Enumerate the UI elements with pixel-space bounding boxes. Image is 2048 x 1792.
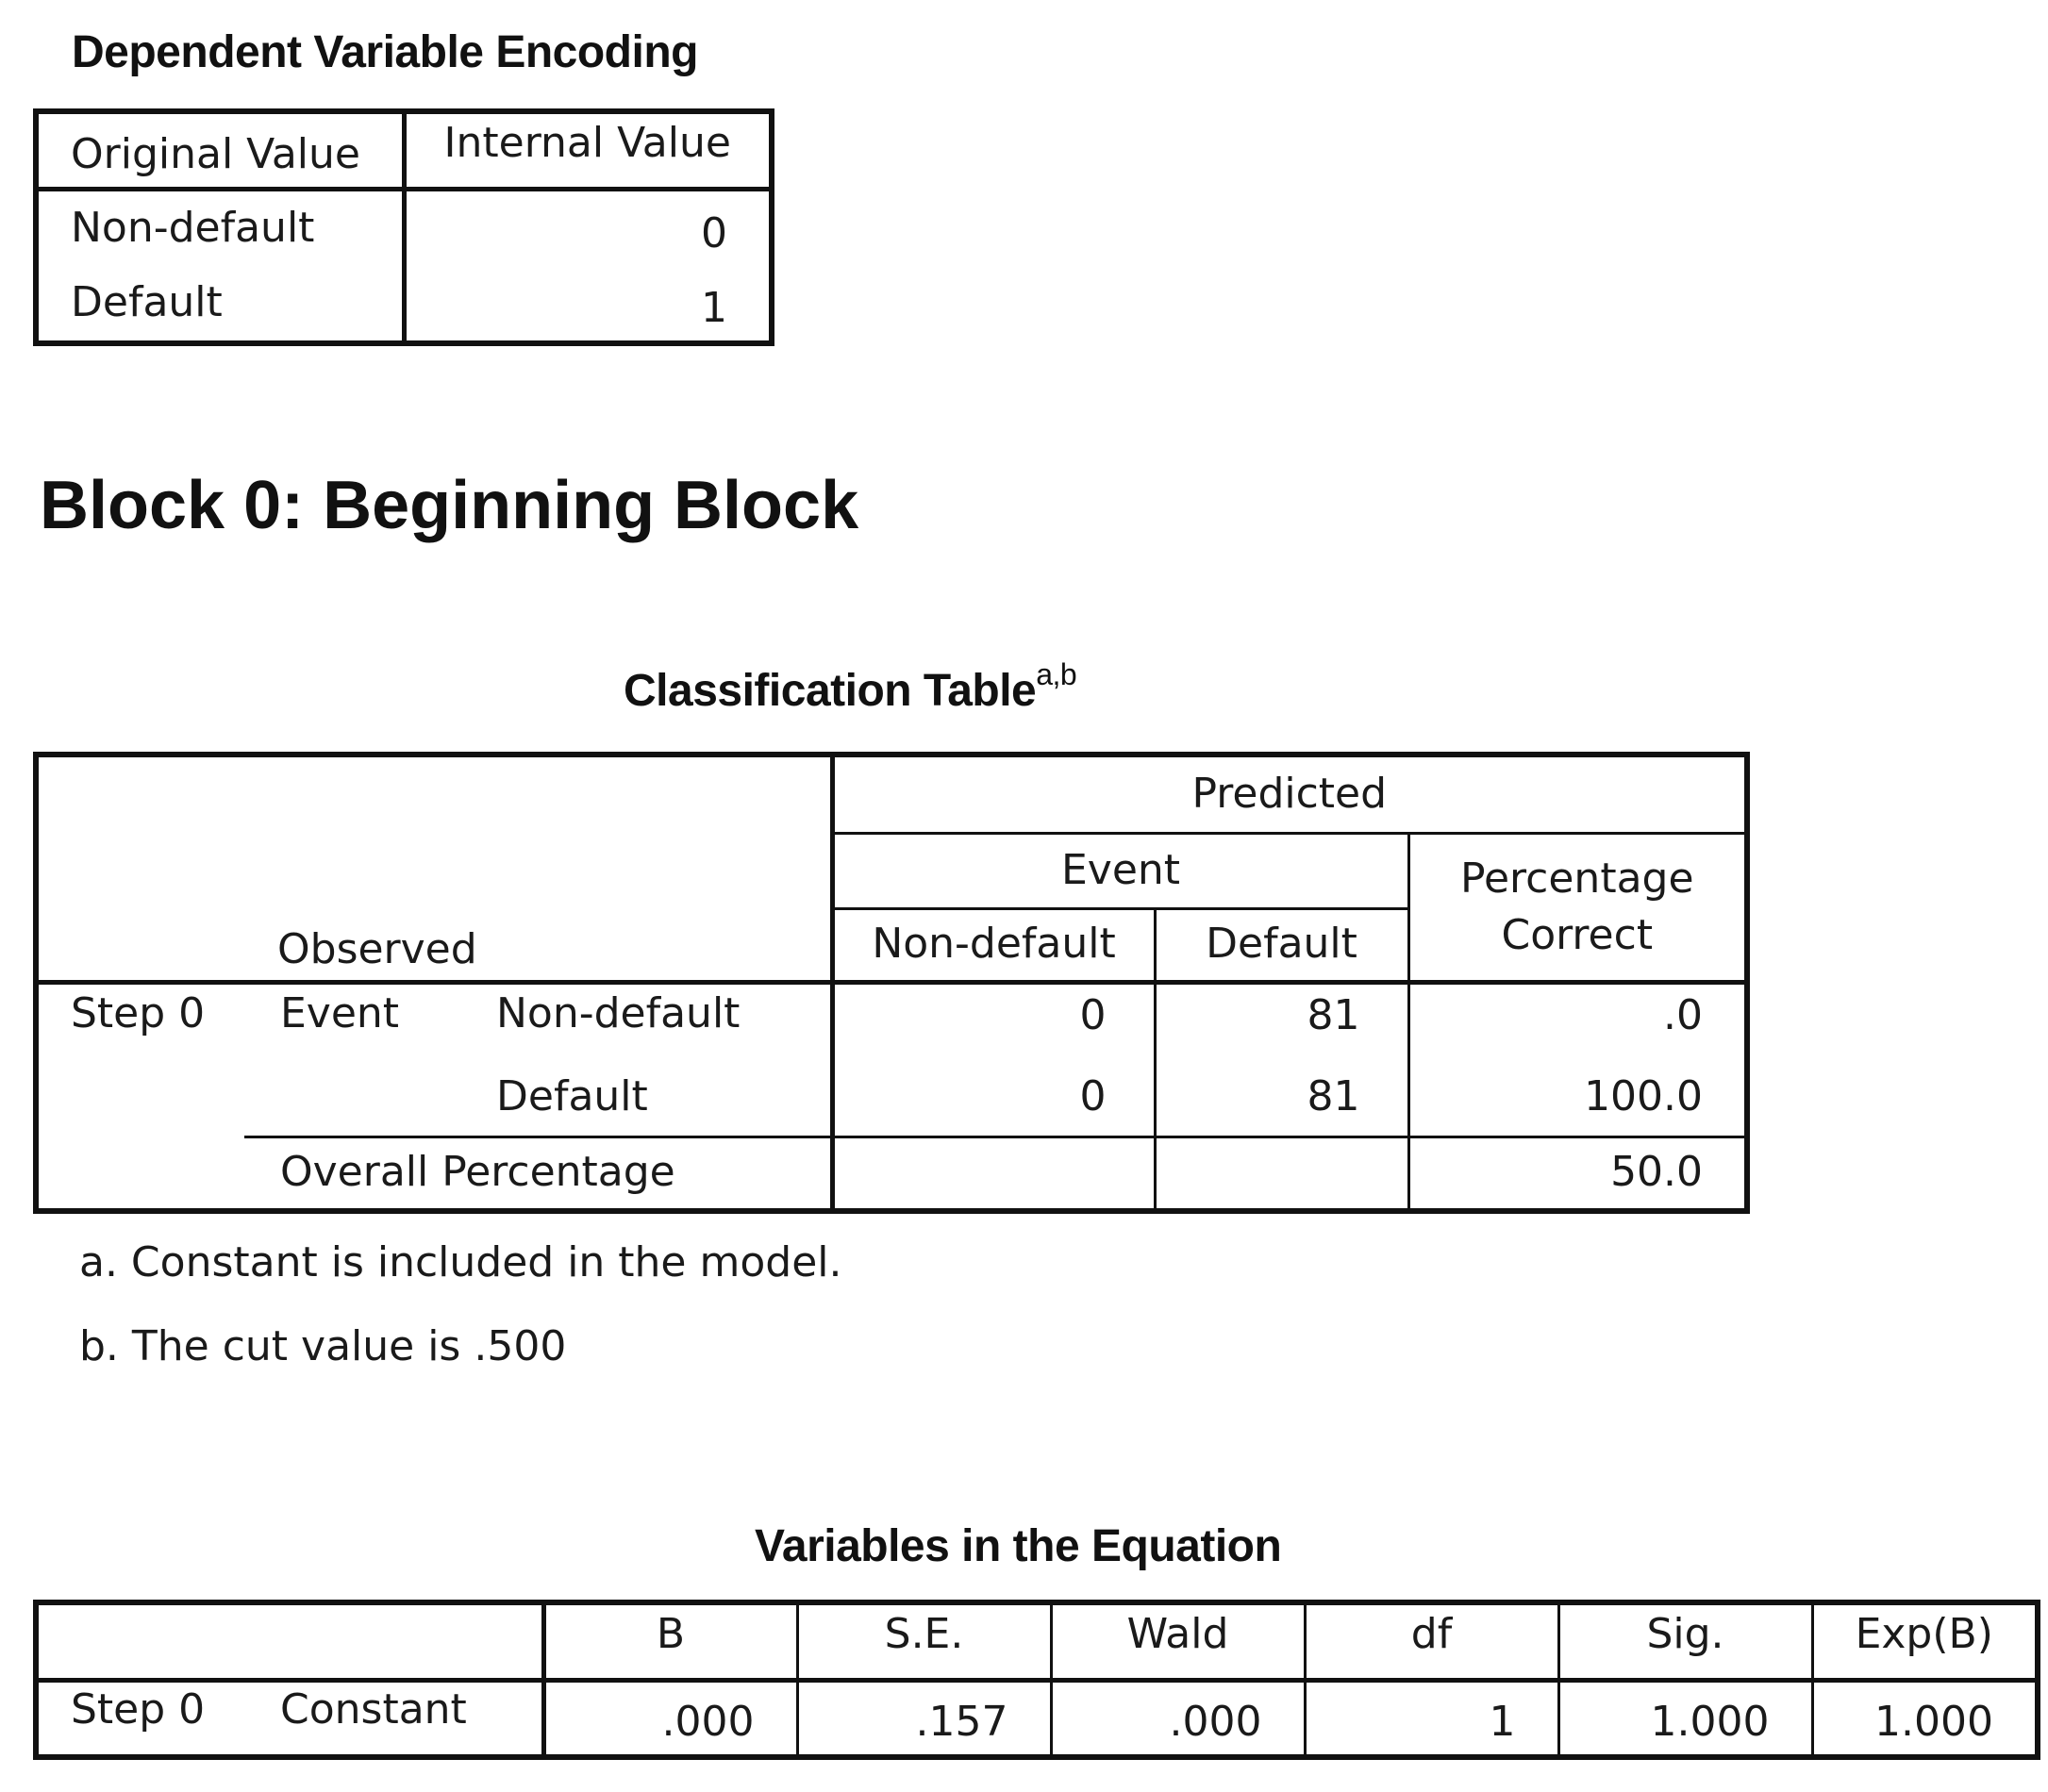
cell-nondefault: 0 [832, 982, 1155, 1059]
classification-table-title [624, 657, 1077, 717]
col-header-df: df [1305, 1602, 1558, 1680]
classification-title-text: Classification Table [624, 666, 1037, 716]
col-header-sig: Sig. [1558, 1602, 1812, 1680]
observed-header [36, 755, 832, 982]
overall-percentage-label: Overall Percentage [244, 1137, 832, 1211]
pred-col-nondefault: Non-default [832, 908, 1155, 982]
encoding-row-value: 0 [404, 189, 772, 266]
col-header-expb: Exp(B) [1812, 1602, 2038, 1680]
empty-cell [244, 1059, 483, 1137]
empty-cell [36, 1059, 244, 1137]
correct-label: Correct [1501, 910, 1654, 959]
cell-default: 81 [1155, 982, 1408, 1059]
variables-row-label: Constant [244, 1680, 543, 1757]
classification-table [33, 752, 1750, 1214]
variables-table [33, 1600, 2040, 1760]
col-header-b: B [543, 1602, 797, 1680]
pred-col-default: Default [1155, 908, 1408, 982]
value-sig: 1.000 [1558, 1680, 1812, 1757]
dependent-encoding-table [33, 108, 774, 346]
header-original-value: Original Value [71, 129, 360, 178]
percentage-correct-header [1408, 833, 1747, 982]
cell-nondefault: 0 [832, 1059, 1155, 1137]
empty-cell [1155, 1137, 1408, 1211]
variables-step-label: Step 0 [36, 1680, 244, 1757]
encoding-row-label: Default [71, 278, 223, 327]
empty-cell [832, 1137, 1155, 1211]
footnote-b: b. The cut value is .500 [79, 1322, 567, 1370]
col-header-wald: Wald [1051, 1602, 1305, 1680]
cell-percentage: 100.0 [1408, 1059, 1747, 1137]
encoding-row-value: 1 [404, 266, 772, 343]
encoding-row-label: Non-default [36, 189, 404, 266]
observed-label: Observed [277, 924, 477, 973]
empty-cell [36, 1137, 244, 1211]
cell-default: 81 [1155, 1059, 1408, 1137]
event-header: Event [832, 833, 1408, 908]
overall-percentage-value: 50.0 [1408, 1137, 1747, 1211]
event-row-label: Event [244, 982, 483, 1059]
observed-row-label: Default [496, 1071, 648, 1120]
footnote-a: a. Constant is included in the model. [79, 1238, 842, 1286]
block-title: Block 0: Beginning Block [40, 468, 859, 543]
value-df: 1 [1305, 1680, 1558, 1757]
value-wald: .000 [1051, 1680, 1305, 1757]
percentage-label: Percentage [1460, 855, 1694, 904]
empty-header-cell [36, 1602, 543, 1680]
classification-title-footnote-marker: a,b [1036, 657, 1077, 691]
value-expb: 1.000 [1812, 1680, 2038, 1757]
value-b: .000 [543, 1680, 797, 1757]
variables-table-title: Variables in the Equation [755, 1521, 1282, 1571]
step-label: Step 0 [36, 982, 244, 1059]
cell-percentage: .0 [1408, 982, 1747, 1059]
observed-row-label: Non-default [483, 982, 832, 1059]
col-header-se: S.E. [797, 1602, 1051, 1680]
value-se: .157 [797, 1680, 1051, 1757]
predicted-header: Predicted [832, 755, 1747, 833]
header-internal-value: Internal Value [404, 111, 772, 189]
dependent-encoding-title: Dependent Variable Encoding [72, 27, 698, 77]
